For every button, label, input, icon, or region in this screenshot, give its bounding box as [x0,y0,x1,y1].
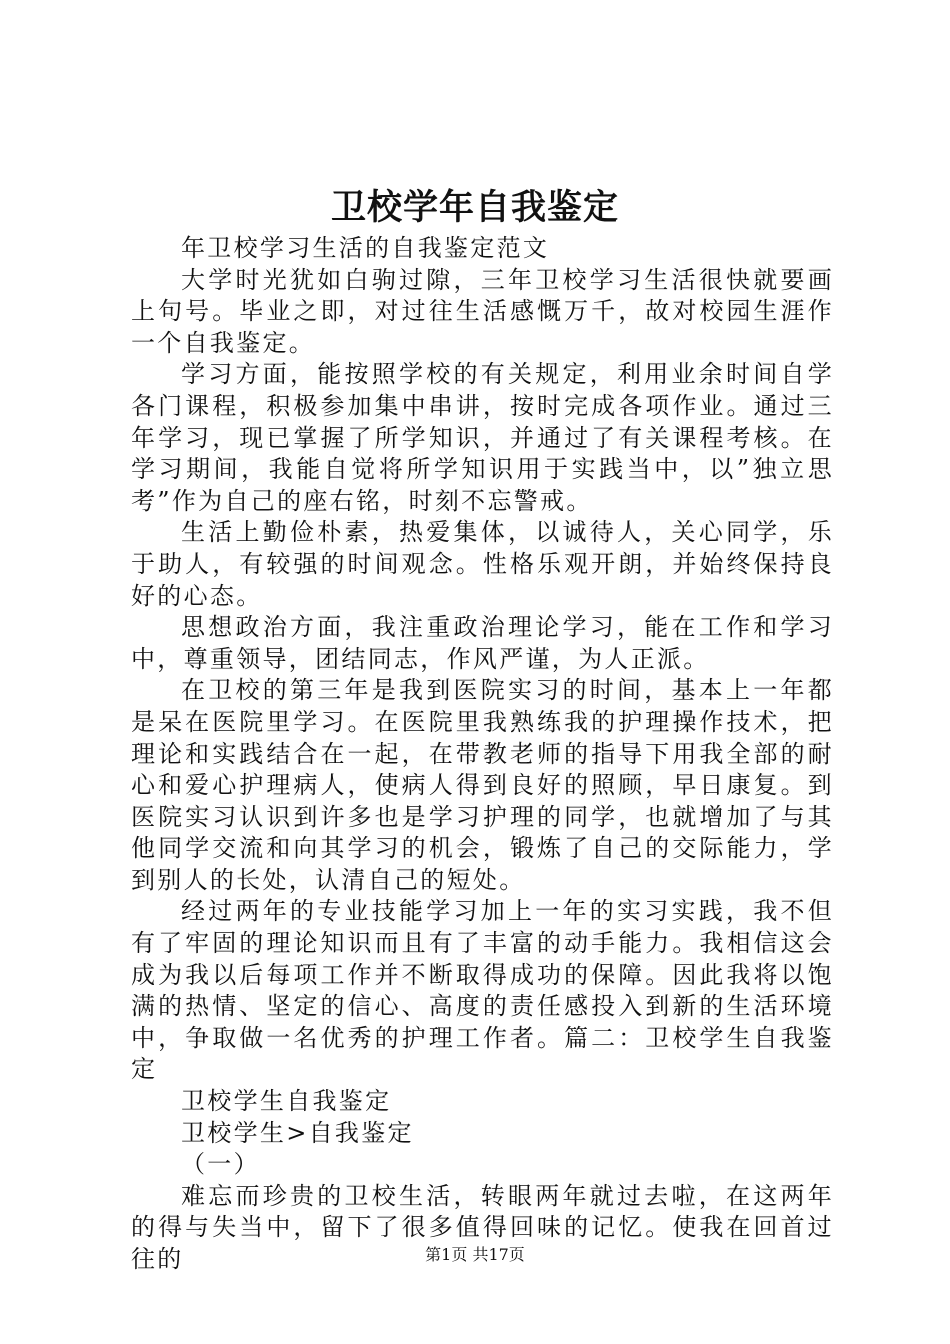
paragraph: 卫校学生>自我鉴定 [181,1118,414,1147]
paragraph: 卫校学生自我鉴定 [181,1087,392,1116]
paragraph: 难忘而珍贵的卫校生活，转眼两年就过去啦，在这两年的得与失当中，留下了很多值得回味的记忆。使我在回首过往的 [131,1181,834,1273]
paragraph: 大学时光犹如白驹过隙，三年卫校学习生活很快就要画上句号。毕业之即，对过往生活感慨万千，故对校园生涯作一个自我鉴定。 [131,265,834,357]
paragraph: 在卫校的第三年是我到医院实习的时间，基本上一年都是呆在医院里学习。在医院里我熟练我的护理操作技术，把理论和实践结合在一起，在带教老师的指导下用我全部的耐心和爱心护理病人，使病人得到良好的照顾，早日康复。到医院实习认识到许多也是学习护理的同学，也就增加了与其他同学交流和向其学习的机会，锻炼了自己的交际能力，学到别人的长处，认清自己的短处。 [131,676,834,894]
paragraph: 年卫校学习生活的自我鉴定范文 [181,234,550,262]
document-body [131,233,834,1276]
paragraph: 思想政治方面，我注重政治理论学习，能在工作和学习中，尊重领导，团结同志，作风严谨，为人正派。 [131,613,834,673]
document-title: 卫校学年自我鉴定 [330,187,619,228]
page-number: 第1页 共17页 [425,1245,525,1264]
paragraph: （一） [181,1150,260,1179]
paragraph: 学习方面，能按照学校的有关规定，利用业余时间自学各门课程，积极参加集中串讲，按时完成各项作业。通过三年学习，现已掌握了所学知识，并通过了有关课程考核。在学习期间，我能自觉将所学知识用于实践当中，以”独立思考”作为自己的座右铭，时刻不忘警戒。 [131,360,834,515]
paragraph: 生活上勤俭朴素，热爱集体，以诚待人，关心同学，乐于助人，有较强的时间观念。性格乐观开朗，并始终保持良好的心态。 [131,518,834,610]
page-footer [0,1244,950,1266]
paragraph: 经过两年的专业技能学习加上一年的实习实践，我不但有了牢固的理论知识而且有了丰富的动手能力。我相信这会成为我以后每项工作并不断取得成功的保障。因此我将以饱满的热情、坚定的信心、高度的责任感投入到新的生活环境中，争取做一名优秀的护理工作者。篇二：卫校学生自我鉴定 [131,897,834,1084]
